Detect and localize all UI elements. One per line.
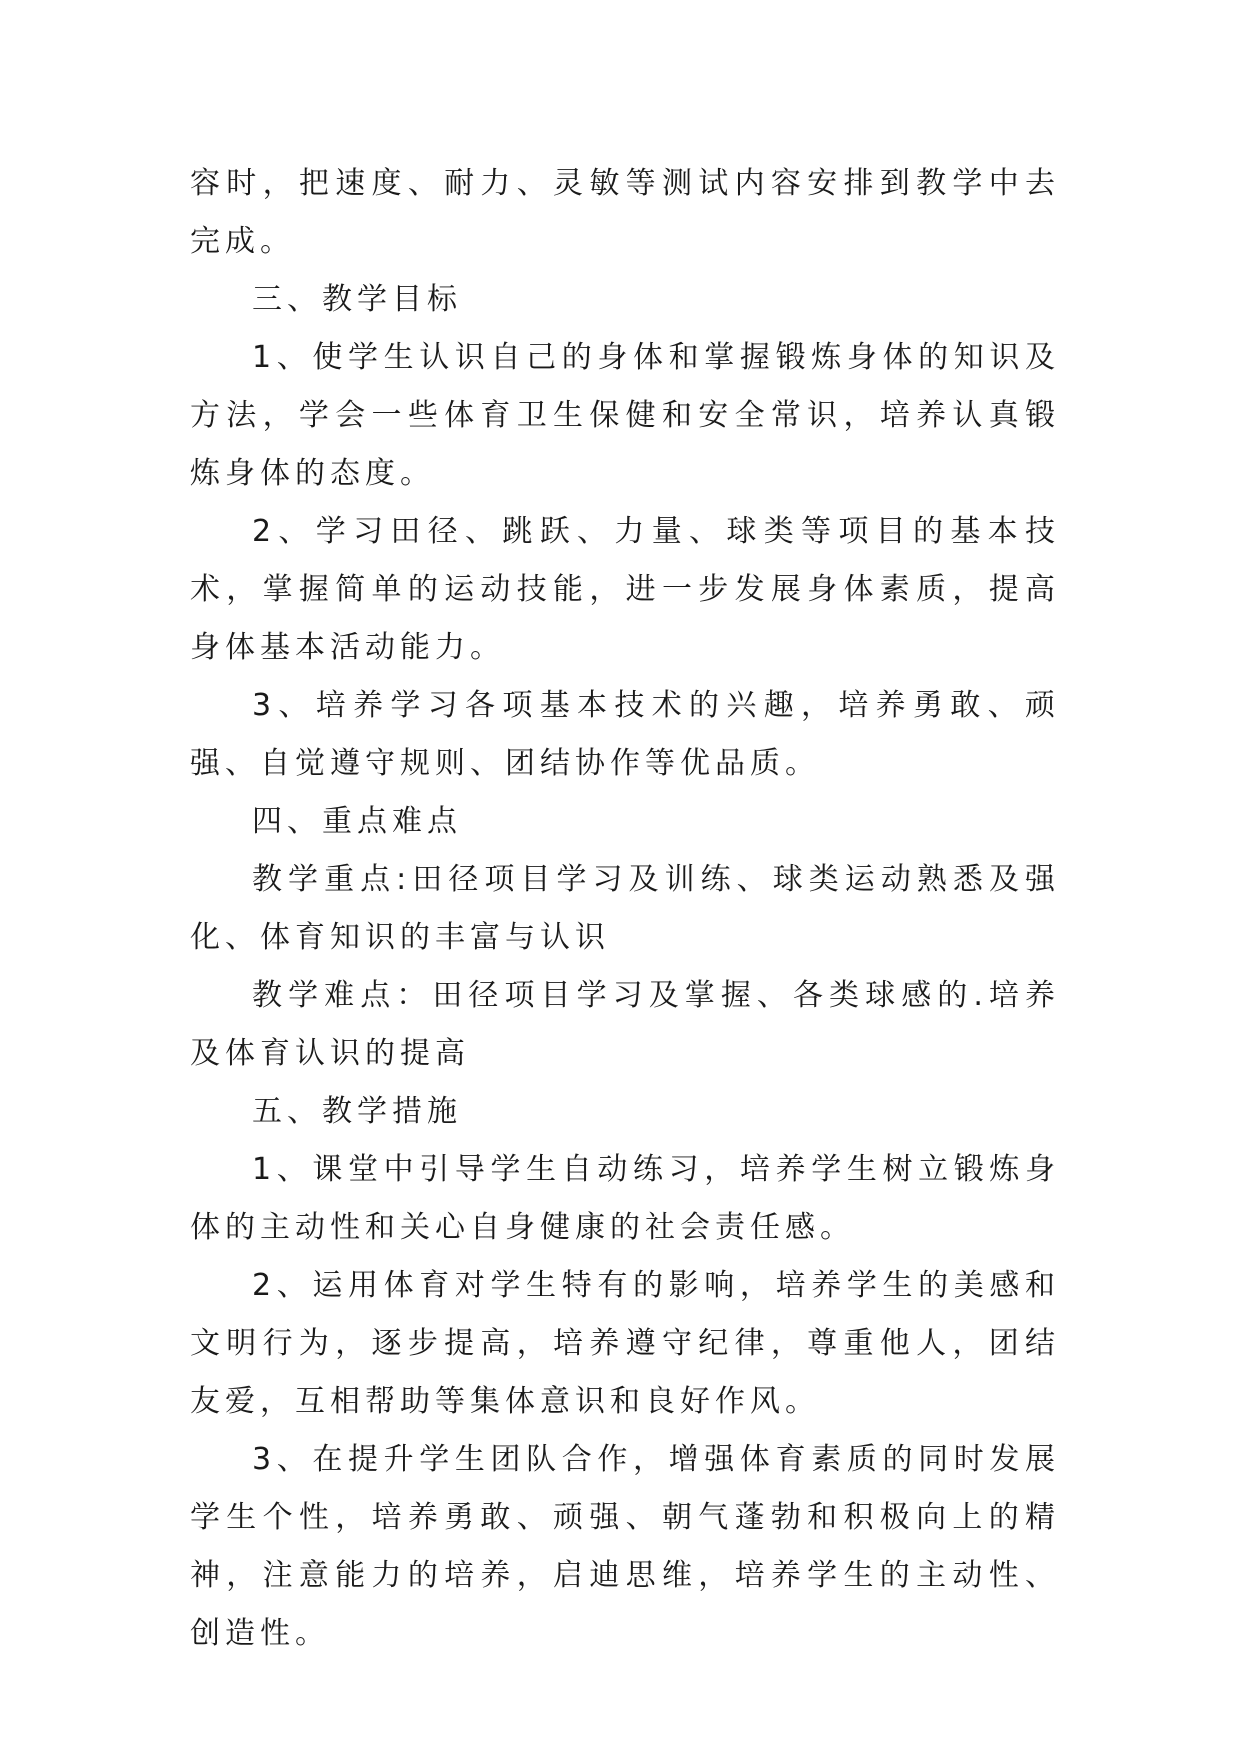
goal-item-2: 2、学习田径、跳跃、力量、球类等项目的基本技术，掌握简单的运动技能，进一步发展身体素质，提高身体基本活动能力。	[190, 514, 1060, 665]
goal-item-1: 1、使学生认识自己的身体和掌握锻炼身体的知识及方法，学会一些体育卫生保健和安全常识，培养认真锻炼身体的态度。	[190, 340, 1060, 491]
goal-item-3: 3、培养学习各项基本技术的兴趣，培养勇敢、顽强、自觉遵守规则、团结协作等优品质。	[190, 688, 1060, 781]
heading-key-points: 四、重点难点	[252, 804, 462, 839]
measure-item-2: 2、运用体育对学生特有的影响，培养学生的美感和文明行为，逐步提高，培养遵守纪律，尊重他人，团结友爱，互相帮助等集体意识和良好作风。	[190, 1268, 1060, 1419]
measure-item-3: 3、在提升学生团队合作，增强体育素质的同时发展学生个性，培养勇敢、顽强、朝气蓬勃和积极向上的精神，注意能力的培养，启迪思维，培养学生的主动性、创造性。	[190, 1442, 1060, 1651]
paragraph-continuation: 容时，把速度、耐力、灵敏等测试内容安排到教学中去完成。	[190, 166, 1060, 259]
heading-teaching-goals: 三、教学目标	[252, 282, 462, 317]
key-point-difficulty: 教学难点：田径项目学习及掌握、各类球感的.培养及体育认识的提高	[190, 978, 1060, 1071]
heading-teaching-measures: 五、教学措施	[252, 1094, 462, 1129]
key-point-focus: 教学重点:田径项目学习及训练、球类运动熟悉及强化、体育知识的丰富与认识	[190, 862, 1060, 955]
document-body	[190, 155, 1060, 1663]
measure-item-1: 1、课堂中引导学生自动练习，培养学生树立锻炼身体的主动性和关心自身健康的社会责任感。	[190, 1152, 1060, 1245]
